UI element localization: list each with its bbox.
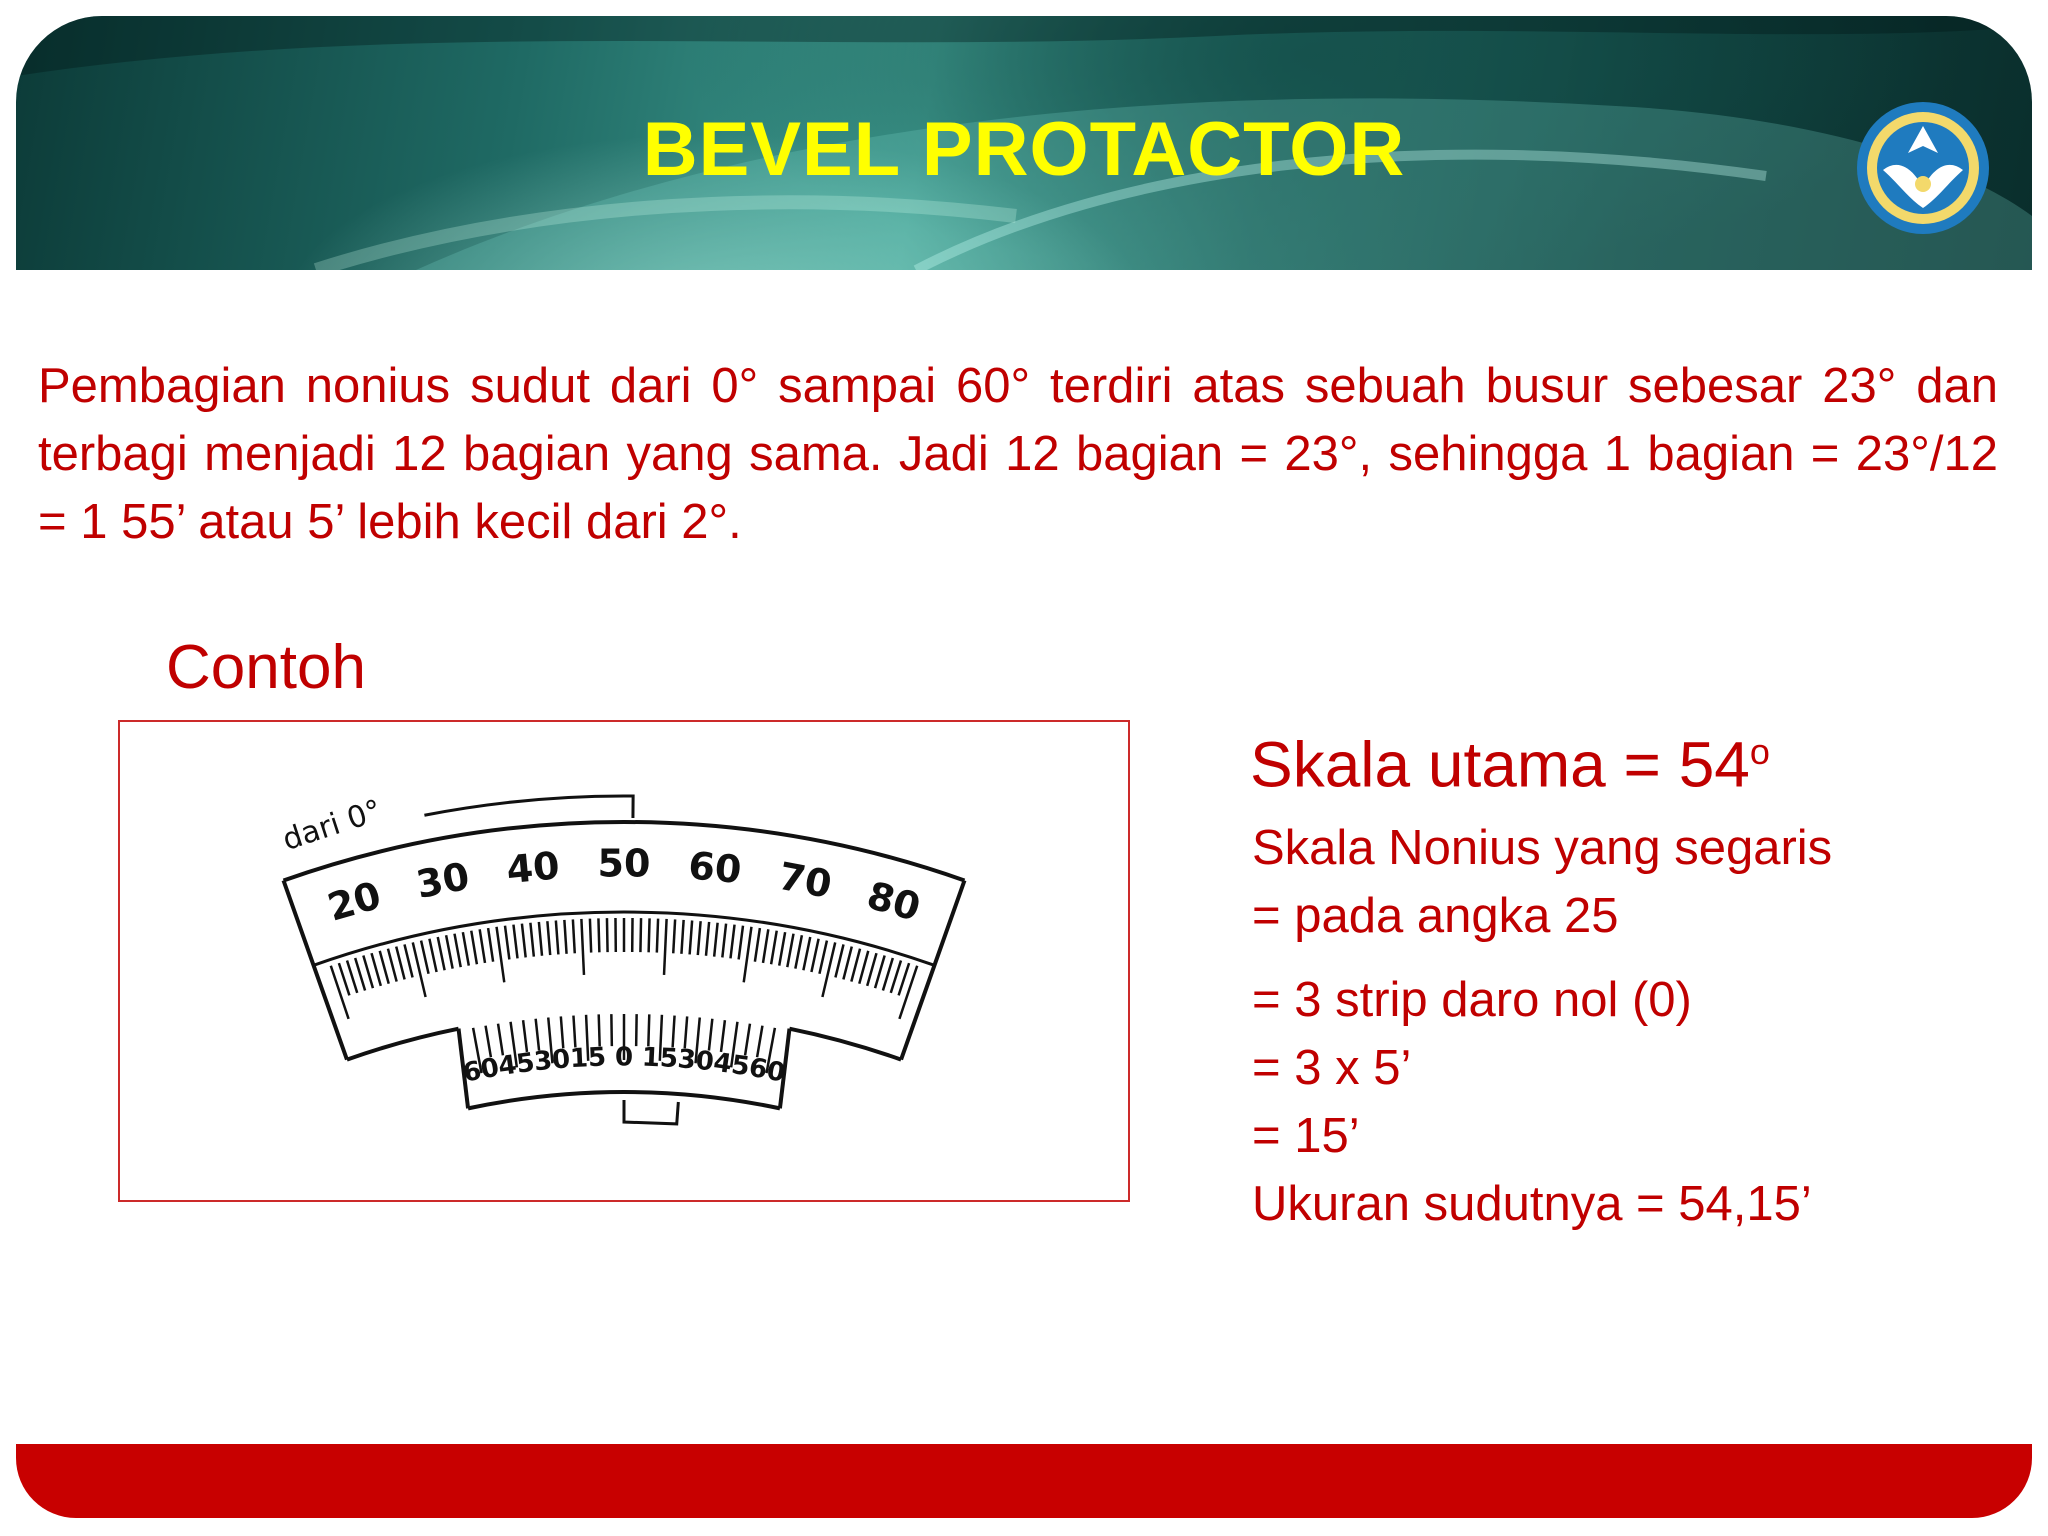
vernier-figure xyxy=(118,720,1130,1202)
main-tick xyxy=(372,953,381,986)
line-3: = 3 strip daro nol (0) xyxy=(1252,973,1692,1027)
main-tick xyxy=(835,944,843,977)
explanation-paragraph: Pembagian nonius sudut dari 0° sampai 60° terdiri atas sebuah busur sebesar 23° dan terbagi menjadi 12 bagian yang sama. Jadi 12 bagian = 23°, sehingga 1 bagian = 23°/12 = 1 55’ atau 5’ lebih kecil dari 2°. xyxy=(38,359,1998,549)
main-tick xyxy=(706,922,709,956)
vernier-tick xyxy=(673,1016,675,1048)
main-tick xyxy=(404,944,412,977)
main-tick xyxy=(744,927,752,982)
main-tick xyxy=(598,918,599,952)
vernier-scale-label: 30 xyxy=(532,1044,572,1078)
main-tick xyxy=(339,963,349,995)
main-tick xyxy=(429,939,436,972)
main-tick xyxy=(763,929,768,963)
main-tick xyxy=(505,926,509,960)
main-tick xyxy=(347,960,357,992)
vernier-tick xyxy=(745,1024,750,1056)
from-zero-label: dari 0° xyxy=(278,793,386,858)
degree-superscript: o xyxy=(1749,731,1770,772)
vernier-tick xyxy=(685,1016,687,1048)
main-tick xyxy=(843,947,851,980)
main-tick xyxy=(488,928,493,962)
main-tick xyxy=(714,923,717,957)
vernier-tick xyxy=(648,1014,649,1046)
main-tick xyxy=(851,949,860,982)
main-scale-label: 80 xyxy=(862,872,926,930)
main-tick xyxy=(564,920,566,954)
main-tick xyxy=(497,927,505,982)
vernier-scale-label: 15 xyxy=(641,1042,679,1075)
header-banner xyxy=(16,16,2032,270)
vernier-scale-drawing xyxy=(120,722,1128,1200)
main-tick xyxy=(690,921,693,955)
example-label: Contoh xyxy=(166,633,366,702)
main-tick xyxy=(867,953,876,986)
vernier-scale-label: 30 xyxy=(676,1044,716,1078)
main-tick xyxy=(899,966,917,1019)
from-zero-bracket xyxy=(424,796,633,818)
main-scale-text: Skala utama = 54 xyxy=(1250,728,1750,801)
main-tick xyxy=(795,935,802,968)
main-tick xyxy=(454,934,460,967)
main-tick xyxy=(607,918,608,952)
main-scale-label: 40 xyxy=(504,843,562,893)
main-tick xyxy=(755,928,760,962)
main-tick xyxy=(522,924,526,958)
main-tick xyxy=(730,925,734,959)
main-tick xyxy=(363,956,373,989)
main-tick xyxy=(803,937,810,970)
main-tick xyxy=(722,924,726,958)
main-tick xyxy=(664,919,667,975)
main-tick xyxy=(590,919,591,953)
line-1: Skala Nonius yang segaris xyxy=(1252,821,1833,875)
main-scale-label: 20 xyxy=(322,872,386,930)
main-tick xyxy=(673,919,675,953)
tut-wuri-handayani-logo-icon xyxy=(1848,98,1998,238)
main-scale-reading xyxy=(1250,712,1770,804)
main-tick xyxy=(421,941,428,974)
reading-bracket xyxy=(624,1100,678,1124)
main-tick xyxy=(396,947,404,980)
vernier-tick xyxy=(599,1014,600,1046)
main-tick xyxy=(513,925,517,959)
main-tick xyxy=(811,939,818,972)
main-tick xyxy=(891,960,901,992)
main-tick xyxy=(698,921,701,955)
main-tick xyxy=(547,921,550,955)
main-scale-label: 50 xyxy=(597,841,651,886)
vernier-scale-label: 60 xyxy=(460,1052,502,1089)
main-tick xyxy=(388,949,397,982)
main-scale-label: 60 xyxy=(686,843,744,893)
vernier-tick xyxy=(721,1020,725,1052)
main-tick xyxy=(556,921,559,955)
main-tick xyxy=(649,918,650,952)
main-tick xyxy=(446,935,453,968)
vernier-tick xyxy=(498,1024,503,1056)
main-tick xyxy=(787,934,793,967)
main-tick xyxy=(883,958,893,991)
main-tick xyxy=(771,931,777,965)
scale-labels xyxy=(278,793,925,1088)
main-tick xyxy=(640,918,641,952)
line-2: = pada angka 25 xyxy=(1252,889,1619,943)
main-tick xyxy=(331,966,349,1019)
footer-bar xyxy=(16,1444,2032,1518)
main-tick xyxy=(463,932,469,965)
main-tick xyxy=(581,919,584,975)
slide-title: BEVEL PROTACTOR xyxy=(642,107,1406,192)
main-tick xyxy=(380,951,389,984)
line-5: = 15’ xyxy=(1252,1109,1360,1163)
vernier-tick xyxy=(757,1026,762,1058)
main-tick xyxy=(530,923,533,957)
main-tick xyxy=(471,931,477,965)
main-tick xyxy=(573,919,575,953)
vernier-scale-label: 0 xyxy=(614,1042,634,1073)
main-tick xyxy=(355,958,365,991)
main-tick xyxy=(819,941,826,974)
main-scale-label: 30 xyxy=(412,853,473,907)
main-tick xyxy=(739,926,743,960)
inner-arc-right xyxy=(789,1029,901,1060)
vernier-tick xyxy=(709,1019,712,1051)
main-tick xyxy=(480,929,485,963)
main-tick xyxy=(438,937,445,970)
main-tick xyxy=(859,951,868,984)
vernier-scale-label: 60 xyxy=(746,1052,788,1089)
main-tick xyxy=(899,963,909,995)
main-scale-label: 70 xyxy=(775,853,836,907)
line-6: Ukuran sudutnya = 54,15’ xyxy=(1252,1177,1812,1231)
vernier-scale-label: 15 xyxy=(569,1042,607,1075)
main-tick xyxy=(779,932,785,965)
main-tick xyxy=(657,919,658,953)
vernier-tick xyxy=(486,1026,491,1058)
vernier-tick xyxy=(573,1016,575,1048)
vernier-tick xyxy=(523,1020,527,1052)
main-tick xyxy=(539,922,542,956)
vernier-scale-label: 45 xyxy=(496,1047,537,1083)
main-tick xyxy=(681,920,683,954)
vernier-tick xyxy=(536,1019,539,1051)
vernier-scale-label: 45 xyxy=(711,1047,752,1083)
inner-arc-left xyxy=(347,1029,459,1060)
main-tick xyxy=(875,956,885,989)
line-4: = 3 x 5’ xyxy=(1252,1041,1412,1095)
vernier-tick xyxy=(561,1016,563,1048)
